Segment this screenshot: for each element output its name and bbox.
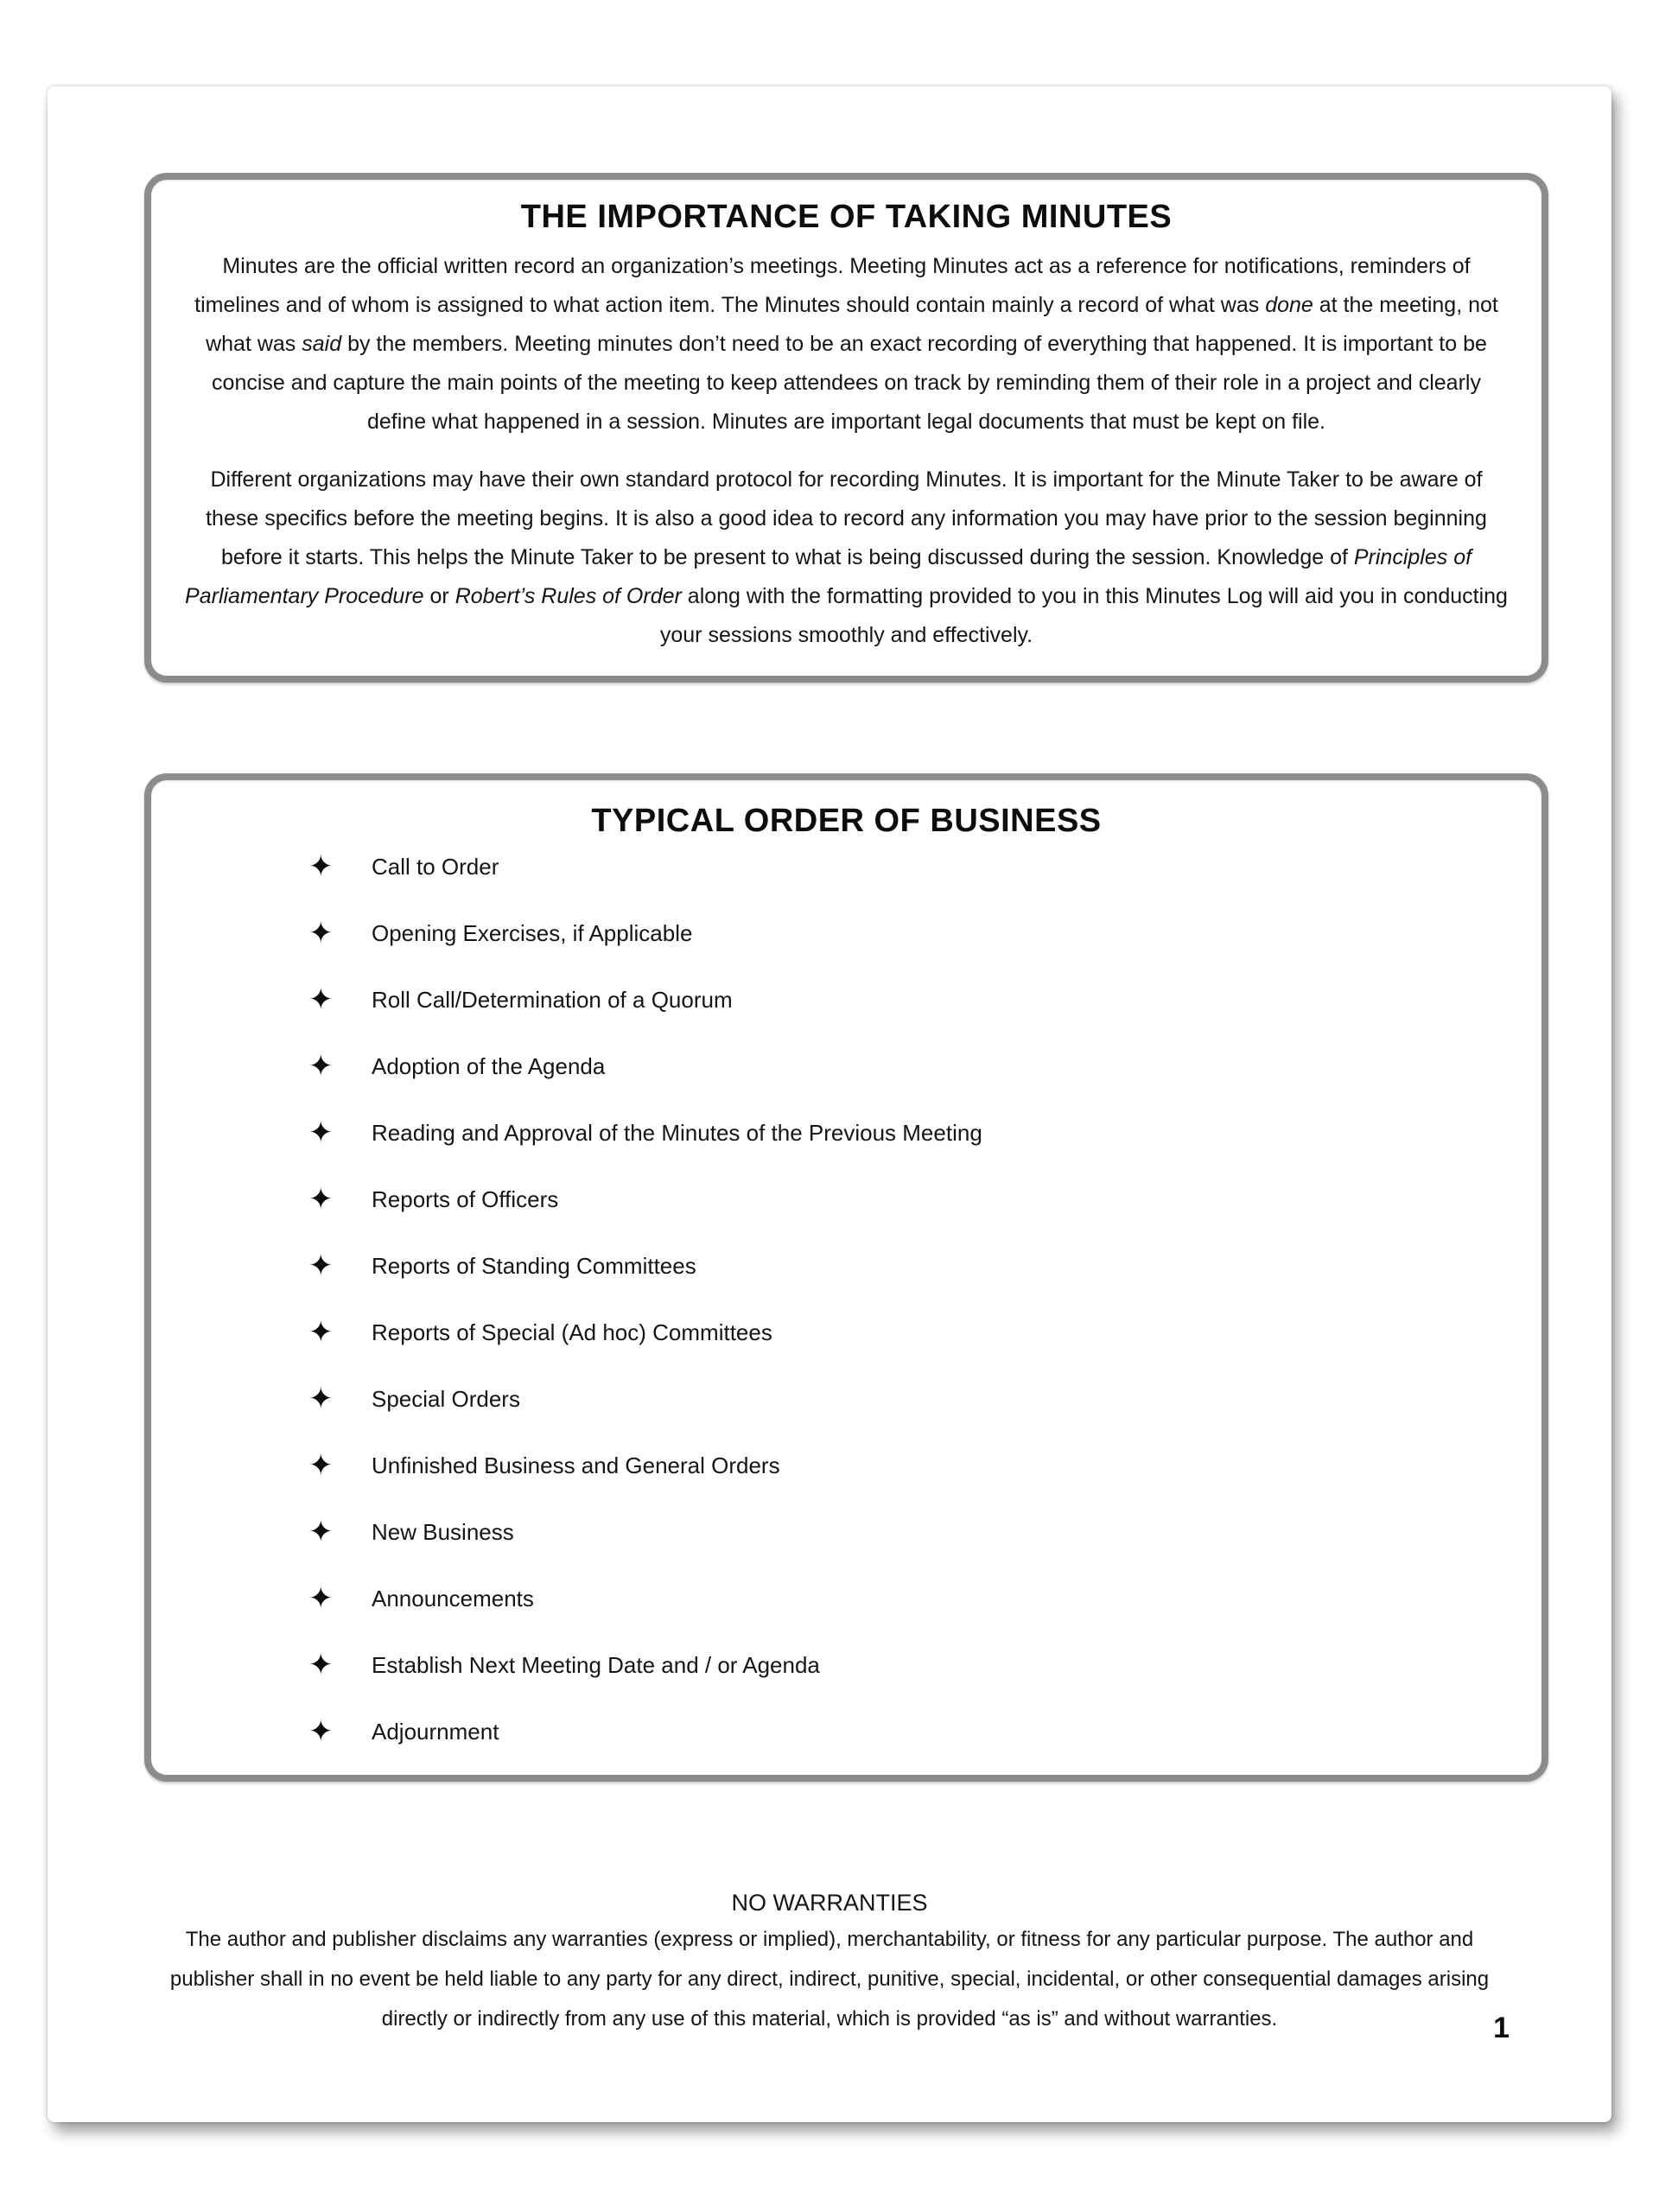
four-pointed-star-bullet-icon: ✦ <box>308 1382 334 1415</box>
list-item <box>181 1516 1511 1583</box>
four-pointed-star-bullet-icon: ✦ <box>308 1050 334 1083</box>
list-item-label: Establish Next Meeting Date and / or Agenda <box>372 1652 820 1678</box>
list-item <box>181 1117 1511 1184</box>
list-item <box>181 918 1511 984</box>
four-pointed-star-bullet-icon: ✦ <box>308 1582 334 1615</box>
no-warranties-body: The author and publisher disclaims any warranties (express or implied), merchantability, or fitness for any particular purpose. The author and publisher shall in no event be held liable to any party for any direct, indirect, punitive, special, incidental, or other consequential damages arising directly or indirectly from any use of this material, which is provided “as is” and without warranties. <box>169 1928 1490 2031</box>
list-item-label: New Business <box>372 1519 514 1545</box>
order-of-business-title: TYPICAL ORDER OF BUSINESS <box>591 803 1102 839</box>
list-item-label: Reports of Standing Committees <box>372 1253 696 1279</box>
list-item <box>181 851 1511 918</box>
four-pointed-star-bullet-icon: ✦ <box>308 1715 334 1748</box>
order-of-business-list <box>181 851 1511 1783</box>
list-item-label: Reports of Special (Ad hoc) Committees <box>372 1319 772 1345</box>
list-item <box>181 1051 1511 1117</box>
list-item <box>181 1250 1511 1317</box>
four-pointed-star-bullet-icon: ✦ <box>308 917 334 950</box>
list-item <box>181 1383 1511 1450</box>
list-item <box>181 1649 1511 1716</box>
list-item-label: Reports of Officers <box>372 1186 559 1212</box>
importance-paragraph-2: Different organizations may have their own standard protocol for recording Minutes. It is important for the Minute Taker to be aware of these specifics before the meeting begins. It is also a good idea to record any information you may have prior to the session beginning before it starts. This helps the Minute Taker to be present to what is being discussed during the session. Knowledge of Principles of Parliamentary Procedure or Robert’s Rules of Order along with the formatting provided to you in this Minutes Log will aid you in conducting your sessions smoothly and effectively. <box>185 467 1508 647</box>
list-item <box>181 1317 1511 1383</box>
four-pointed-star-bullet-icon: ✦ <box>308 1516 334 1548</box>
importance-section-title: THE IMPORTANCE OF TAKING MINUTES <box>520 199 1173 235</box>
list-item <box>181 984 1511 1051</box>
four-pointed-star-bullet-icon: ✦ <box>308 1449 334 1482</box>
four-pointed-star-bullet-icon: ✦ <box>308 1249 334 1282</box>
four-pointed-star-bullet-icon: ✦ <box>308 1316 334 1349</box>
no-warranties-section <box>160 1885 1499 2039</box>
list-item-label: Unfinished Business and General Orders <box>372 1452 780 1478</box>
list-item-label: Announcements <box>372 1586 534 1611</box>
list-item <box>181 1583 1511 1649</box>
four-pointed-star-bullet-icon: ✦ <box>308 850 334 883</box>
four-pointed-star-bullet-icon: ✦ <box>308 1649 334 1681</box>
document-page <box>48 86 1611 2122</box>
list-item <box>181 1450 1511 1516</box>
importance-paragraph-1: Minutes are the official written record an organization’s meetings. Meeting Minutes act as a reference for notifications, reminders of timelines and of whom is assigned to what action item. The Minutes should contain mainly a record of what was done at the meeting, not what was said by the members. Meeting minutes don’t need to be an exact recording of everything that happened. It is important to be concise and capture the main points of the meeting to keep attendees on track by reminding them of their role in a project and clearly define what happened in a session. Minutes are important legal documents that must be kept on file. <box>194 254 1498 434</box>
list-item-label: Special Orders <box>372 1386 520 1412</box>
list-item-label: Reading and Approval of the Minutes of the Previous Meeting <box>372 1120 982 1146</box>
four-pointed-star-bullet-icon: ✦ <box>308 1116 334 1149</box>
list-item <box>181 1184 1511 1250</box>
list-item-label: Opening Exercises, if Applicable <box>372 920 693 946</box>
no-warranties-title: NO WARRANTIES <box>731 1890 928 1916</box>
importance-of-minutes-section <box>144 173 1548 683</box>
four-pointed-star-bullet-icon: ✦ <box>308 983 334 1016</box>
page-number: 1 <box>1493 2012 1510 2044</box>
list-item-label: Roll Call/Determination of a Quorum <box>372 987 733 1013</box>
order-of-business-section <box>144 773 1548 1782</box>
list-item-label: Adoption of the Agenda <box>372 1053 606 1079</box>
list-item <box>181 1716 1511 1783</box>
list-item-label: Adjournment <box>372 1719 499 1745</box>
four-pointed-star-bullet-icon: ✦ <box>308 1183 334 1216</box>
list-item-label: Call to Order <box>372 854 499 880</box>
